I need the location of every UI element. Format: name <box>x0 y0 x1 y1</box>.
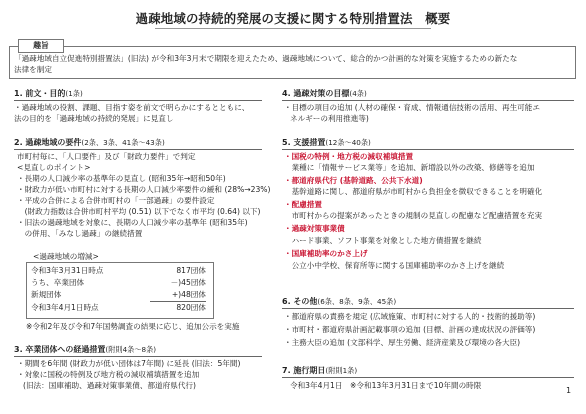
section-2-title: 2. 過疎地域の要件 <box>14 138 82 147</box>
section-5-title: 5. 支援措置 <box>282 138 326 147</box>
section-3-line-1: ・期間を6年間 (財政力が低い団体は7年間) に延長 (旧法：5年間) <box>17 359 241 368</box>
section-2-intro: 市町村毎に、「人口要件」及び「財政力要件」で判定 <box>17 152 196 161</box>
section-2-point-heading: <見直しのポイント> <box>17 163 91 172</box>
section-4-line-2: ネルギーの利用推進等) <box>290 114 369 123</box>
section-6-line-1: ・都道府県の責務を規定 (広域施策、市町村に対する人的・技術的援助等) <box>284 312 536 321</box>
section-1-underline <box>14 100 262 101</box>
section-5-articles: (12条〜40条) <box>325 138 371 147</box>
section-6-heading <box>282 297 396 307</box>
page-number: 1 <box>566 386 572 395</box>
section-4-line-1: ・目標の項目の追加 (人材の確保・育成、情報通信技術の活用、再生可能エ <box>284 103 540 112</box>
section-6-underline <box>282 308 574 309</box>
section-3-line-3: (旧法：国庫補助、過疎対策事業債、都道府県代行) <box>23 381 196 390</box>
section-5-underline <box>282 149 574 150</box>
section-5-item-1-detail: 業種に「情報サービス業等」を追加、新増設以外の改築、修繕等を追加 <box>284 163 535 172</box>
section-5-item-5-detail: 公立小中学校、保育所等に関する国庫補助率のかさ上げを継続 <box>284 261 505 270</box>
section-1-heading <box>14 89 83 99</box>
count-label-4: 令和3年4月1日時点 <box>31 303 99 312</box>
section-1-articles: (1条) <box>65 89 83 98</box>
section-5-item-2-detail: 基幹道路に関し、都道府県が市町村から負担金を徴収できることを明確化 <box>284 187 543 196</box>
section-2-line-1: ・長期の人口減少率の基準年の見直し (昭和35年→昭和50年) <box>17 174 226 183</box>
section-3-line-2: ・対象に国税の特例及び地方税の減収補填措置を追加 <box>17 370 200 379</box>
section-7-text: 令和3年4月1日 ※令和13年3月31日まで10年間の時限 <box>290 381 482 390</box>
section-5-item-2: ・都道府県代行 (基幹道路、公共下水道) <box>284 176 423 185</box>
section-2-line-2: ・財政力が低い市町村に対する長期の人口減少率要件の緩和 (28%→23%) <box>17 185 271 194</box>
count-label-1: 令和3年3月31日時点 <box>31 266 104 275</box>
section-2-line-5: ・旧法の過疎地域を対象に、長期の人口減少率の基準年 (昭和35年) <box>17 218 248 227</box>
section-2-line-3: ・平成の合併による合併市町村の「一部過疎」の要件設定 <box>17 196 215 205</box>
section-6-articles: (6条、8条、9条、45条) <box>317 297 397 306</box>
section-3-title: 3. 卒業団体への経過措置 <box>14 345 106 354</box>
section-4-articles: (4条) <box>349 89 367 98</box>
section-2-articles: (2条、3条、41条〜43条) <box>81 138 165 147</box>
count-label-3: 新規団体 <box>31 290 62 299</box>
section-7-underline <box>282 377 574 378</box>
section-5-heading <box>282 138 371 148</box>
count-value-4: 820団体 <box>176 303 206 312</box>
count-value-3: +)48団体 <box>171 290 206 299</box>
section-2-note: ※令和2年及び令和7年国勢調査の結果に応じ、追加公示を実施 <box>26 322 240 331</box>
page-title: 過疎地域の持続的発展の支援に関する特別措置法 概要 <box>135 11 451 26</box>
section-2-line-6: の併用、「みなし過疎」の継続措置 <box>17 229 143 238</box>
purpose-line-2: 法律を制定 <box>14 65 52 74</box>
section-7-title: 7. 施行期日 <box>282 366 326 375</box>
section-2-heading <box>14 138 165 148</box>
section-2-line-4: (財政力指数は合併市町村平均 (0.51) 以下でなく市平均 (0.64) 以下) <box>17 207 261 216</box>
section-3-underline <box>14 356 262 357</box>
section-4-title: 4. 過疎対策の目標 <box>282 89 350 98</box>
section-6-line-3: ・主務大臣の追加 (文部科学、厚生労働、経済産業及び環境の各大臣) <box>284 338 521 347</box>
count-sum-line <box>150 301 206 302</box>
count-heading: <過疎地域の増減> <box>33 252 99 261</box>
title-underline <box>155 28 431 29</box>
section-2-underline <box>14 149 262 150</box>
section-5-item-3-detail: 市町村からの提案があったときの規制の見直しの配慮など配慮措置を充実 <box>284 211 543 220</box>
count-value-2: －)45団体 <box>170 278 206 287</box>
section-3-articles: (附則4条〜8条) <box>105 345 157 354</box>
section-4-underline <box>282 100 574 101</box>
section-4-heading <box>282 89 367 99</box>
section-5-item-4-detail: ハード事業、ソフト事業を対象とした地方債措置を継続 <box>284 236 482 245</box>
section-1-line-1: ・過疎地域の役割、課題、目指す姿を前文で明らかにするとともに、 <box>14 103 250 112</box>
section-5-item-3: ・配慮措置 <box>284 200 322 209</box>
section-6-line-2: ・市町村・都道府県計画記載事項の追加 (目標、計画の達成状況の評価等) <box>284 325 536 334</box>
count-label-2: うち、卒業団体 <box>31 278 85 287</box>
section-1-line-2: 法の目的を「過疎地域の持続的発展」に見直し <box>14 114 174 123</box>
section-3-heading <box>14 345 156 355</box>
section-5-item-1: ・国税の特例・地方税の減収補填措置 <box>284 152 414 161</box>
count-value-1: 817団体 <box>176 266 206 275</box>
section-7-articles: (附則1条) <box>325 366 358 375</box>
section-5-item-4: ・過疎対策事業債 <box>284 224 345 233</box>
section-1-title: 1. 前文・目的 <box>14 89 66 98</box>
section-5-item-5: ・国庫補助率のかさ上げ <box>284 249 368 258</box>
section-6-title: 6. その他 <box>282 297 318 306</box>
section-7-heading <box>282 366 357 376</box>
purpose-line-1: 「過疎地域自立促進特別措置法」(旧法) が令和3年3月末で期限を迎えたため、過疎地域について、総合的かつ計画的な対策を実施するための新たな <box>14 54 518 63</box>
purpose-heading: 趣旨 <box>18 39 64 53</box>
